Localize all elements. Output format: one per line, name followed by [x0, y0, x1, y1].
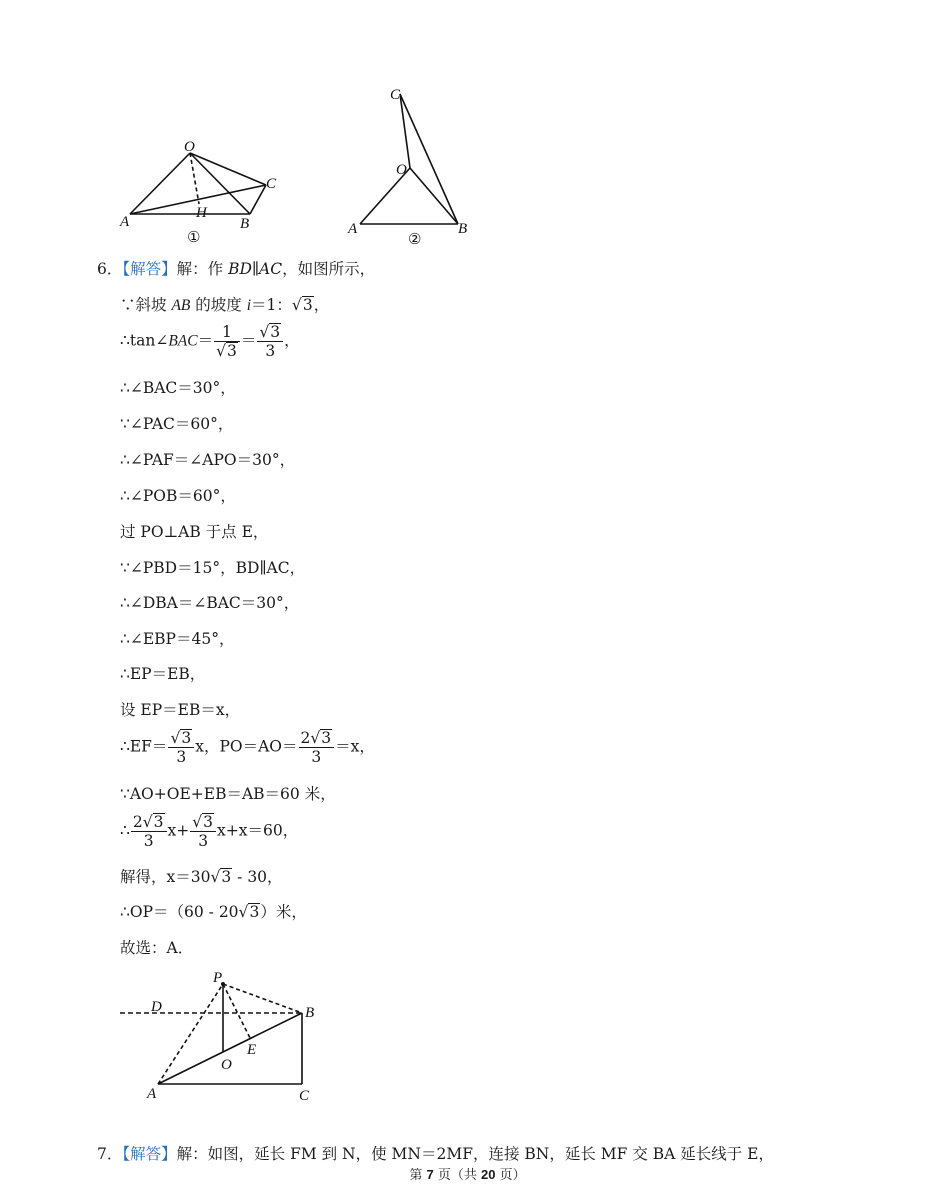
label-C: C: [266, 176, 277, 192]
intro-text: 解：作: [176, 260, 229, 278]
solution-line-11: ∴EP＝EB，: [120, 665, 206, 683]
question-6-header: [97, 258, 375, 280]
label-E: E: [247, 1042, 257, 1058]
intro-post: ，如图所示，: [282, 260, 376, 278]
solution-line-1: ∵斜坡 AB 的坡度 i＝1：√3，: [120, 296, 330, 314]
label-P: P: [213, 970, 223, 986]
solution-line-17: ∴OP＝（60 - 20√3）米，: [120, 903, 307, 921]
sqrt: √3: [238, 903, 260, 921]
fraction: $\frac{2√3}{3}$: [299, 729, 335, 766]
question-7-text: 解：如图，延长 FM 到 N，使 MN＝2MF，连接 BN，延长 MF 交 BA 延长线于 E，: [176, 1145, 774, 1163]
solution-line-3: ∴∠BAC＝30°，: [120, 379, 236, 397]
label-A: A: [120, 214, 130, 230]
label-B: B: [240, 216, 250, 232]
intro-var: BD∥AC: [228, 260, 283, 278]
solution-line-12: 设 EP＝EB＝x，: [120, 701, 241, 719]
answer-tag: 【解答】: [122, 1145, 177, 1163]
answer-tag: 【解答】: [122, 260, 177, 278]
label-B: B: [458, 221, 468, 237]
fraction: $\frac{1}{√3}$: [214, 323, 240, 360]
figure-2: [340, 82, 480, 247]
solution-line-9: ∴∠DBA＝∠BAC＝30°，: [120, 594, 300, 612]
fraction: $\frac{√3}{3}$: [190, 813, 216, 850]
solution-line-10: ∴∠EBP＝45°，: [120, 630, 235, 648]
label-C: C: [390, 87, 401, 103]
solution-line-15: ∴ $\frac{2√3}{3}$ x+ $\frac{√3}{3}$ x+x＝60，: [120, 813, 299, 850]
fraction: $\frac{√3}{3}$: [257, 323, 283, 360]
label-O: O: [396, 162, 407, 178]
label-A: A: [348, 221, 358, 237]
solution-line-8: ∵∠PBD＝15°，BD∥AC，: [120, 559, 306, 577]
solution-line-5: ∴∠PAF＝∠APO＝30°，: [120, 451, 296, 469]
solution-line-2: ∴tan∠BAC＝ $\frac{1}{√3}$ ＝ $\frac{√3}{3}$ ，: [120, 323, 300, 360]
label-O: O: [184, 140, 195, 155]
solution-line-18: 故选：A．: [120, 939, 194, 957]
solution-line-6: ∴∠POB＝60°，: [120, 487, 236, 505]
figure-3: [115, 966, 335, 1106]
label-C: C: [299, 1088, 310, 1104]
page-number: 7: [426, 1167, 434, 1182]
solution-line-13: ∴EF＝ $\frac{√3}{3}$ x，PO＝AO＝ $\frac{2√3}{3}$ ＝x，: [120, 729, 375, 766]
label-H: H: [196, 205, 207, 221]
fraction: $\frac{2√3}{3}$: [131, 813, 167, 850]
question-number: 7．: [97, 1145, 123, 1163]
question-7-header: [97, 1143, 774, 1165]
fraction: $\frac{√3}{3}$: [168, 729, 194, 766]
figure-caption: ①: [187, 230, 201, 245]
page-total: 20: [481, 1167, 496, 1182]
label-B: B: [305, 1005, 315, 1021]
solution-line-16: 解得，x＝30√3 - 30，: [120, 868, 283, 886]
solution-line-7: 过 PO⊥AB 于点 E，: [120, 523, 269, 541]
solution-line-14: ∵AO+OE+EB＝AB＝60 米，: [120, 785, 336, 803]
label-D: D: [151, 999, 162, 1015]
sqrt: √3: [291, 296, 313, 314]
solution-line-4: ∵∠PAC＝60°，: [120, 415, 234, 433]
question-number: 6．: [97, 260, 123, 278]
page-footer: 第 7 页（共 20 页）: [409, 1167, 526, 1183]
figure-1: [110, 140, 290, 245]
figure-caption: ②: [408, 232, 422, 247]
sqrt: √3: [210, 868, 232, 886]
label-A: A: [147, 1086, 157, 1102]
label-O: O: [221, 1057, 232, 1073]
